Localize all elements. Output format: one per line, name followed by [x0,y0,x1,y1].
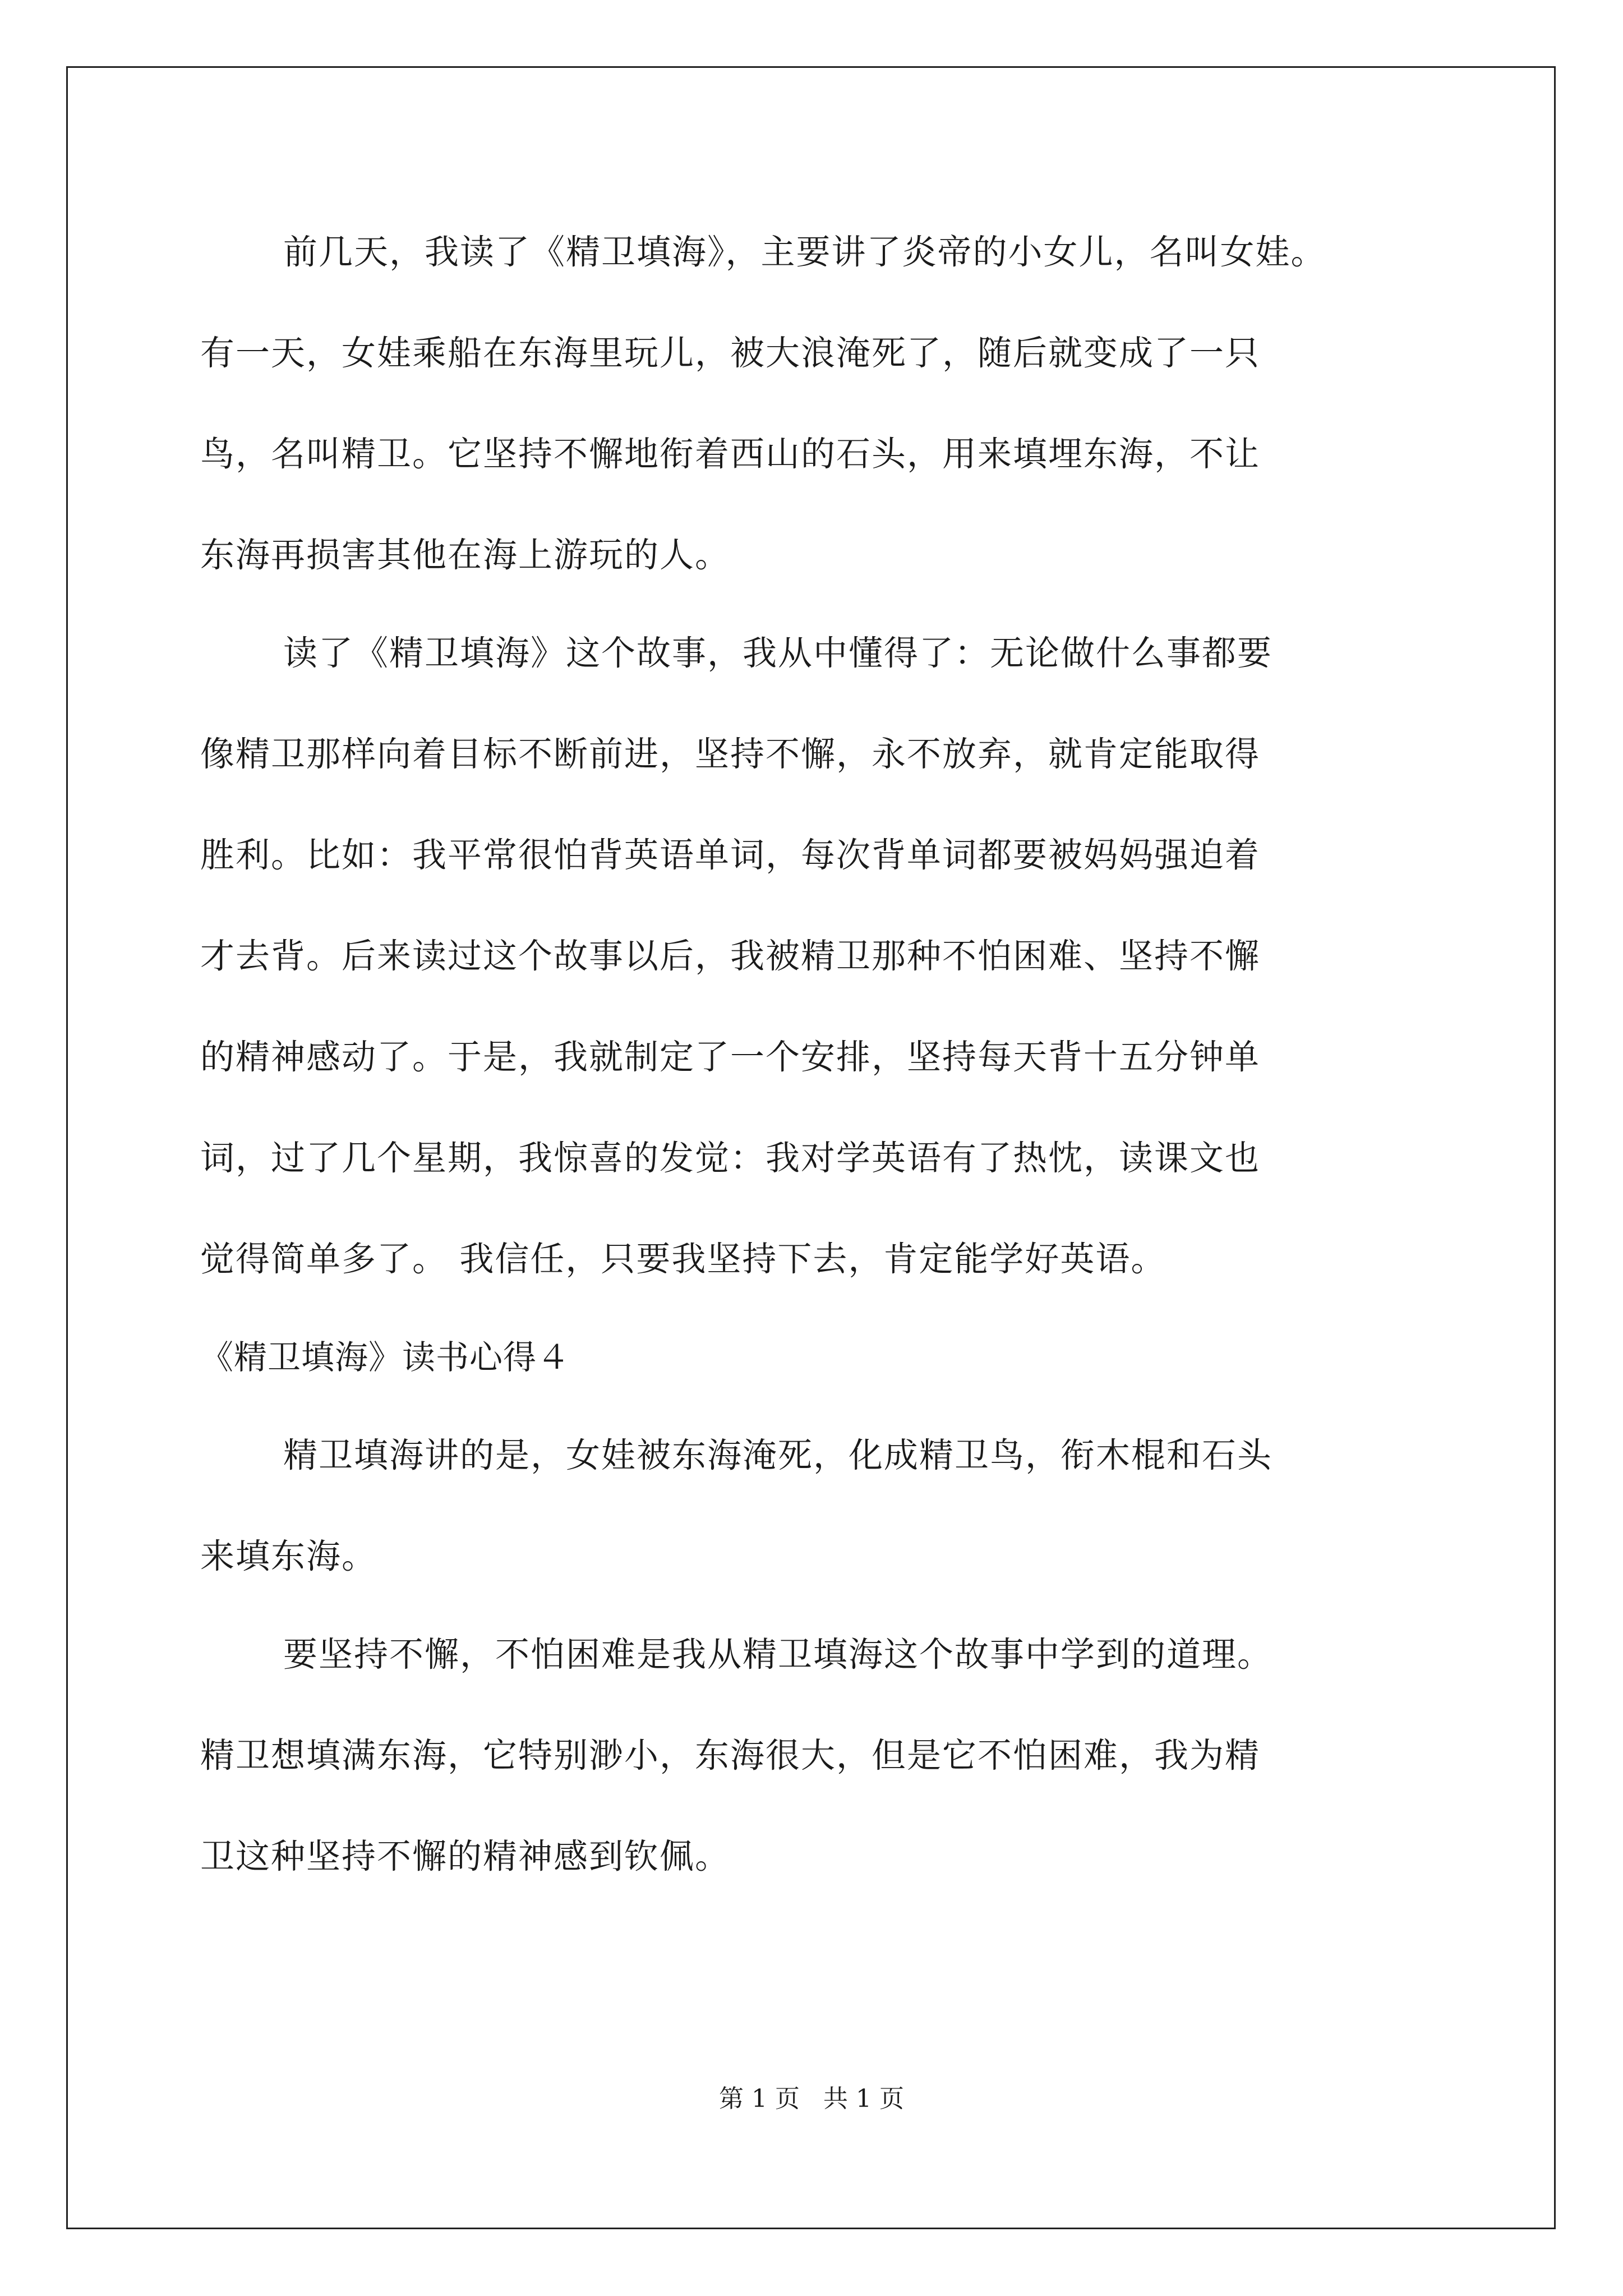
paragraph-2-line-1: 读了《精卫填海》这个故事，我从中懂得了：无论做什么事都要 [283,633,1273,673]
paragraph-1-line-1: 前几天，我读了《精卫填海》，主要讲了炎帝的小女儿，名叫女娃。 [283,232,1326,272]
paragraph-3-line-1: 精卫填海讲的是，女娃被东海淹死，化成精卫鸟，衔木棍和石头 [283,1435,1273,1475]
page-footer: 第 1 页 共 1 页 [719,2085,904,2113]
paragraph-2-line-3: 胜利。比如：我平常很怕背英语单词，每次背单词都要被妈妈强迫着 [200,835,1261,875]
paragraph-1-line-4: 东海再损害其他在海上游玩的人。 [200,535,731,575]
paragraph-1-line-3: 鸟，名叫精卫。它坚持不懈地衔着西山的石头，用来填埋东海，不让 [200,434,1261,474]
paragraph-2-line-5: 的精神感动了。于是，我就制定了一个安排，坚持每天背十五分钟单 [200,1037,1261,1077]
paragraph-1-line-2: 有一天，女娃乘船在东海里玩儿，被大浪淹死了，随后就变成了一只 [200,333,1261,373]
paragraph-2-line-7: 觉得简单多了。 我信任，只要我坚持下去，肯定能学好英语。 [200,1239,1166,1279]
paragraph-2-line-4: 才去背。后来读过这个故事以后，我被精卫那种不怕困难、坚持不懈 [200,936,1261,976]
paragraph-4-line-2: 精卫想填满东海，它特别渺小，东海很大，但是它不怕困难，我为精 [200,1736,1261,1775]
paragraph-4-line-1: 要坚持不懈，不怕困难是我从精卫填海这个故事中学到的道理。 [283,1635,1273,1674]
paragraph-3-line-2: 来填东海。 [200,1536,377,1576]
section-title: 《精卫填海》读书心得４ [200,1338,571,1377]
paragraph-2-line-2: 像精卫那样向着目标不断前进，坚持不懈，永不放弃，就肯定能取得 [200,734,1261,774]
paragraph-2-line-6: 词，过了几个星期，我惊喜的发觉：我对学英语有了热忱，读课文也 [200,1138,1261,1178]
paragraph-4-line-3: 卫这种坚持不懈的精神感到钦佩。 [200,1837,731,1876]
